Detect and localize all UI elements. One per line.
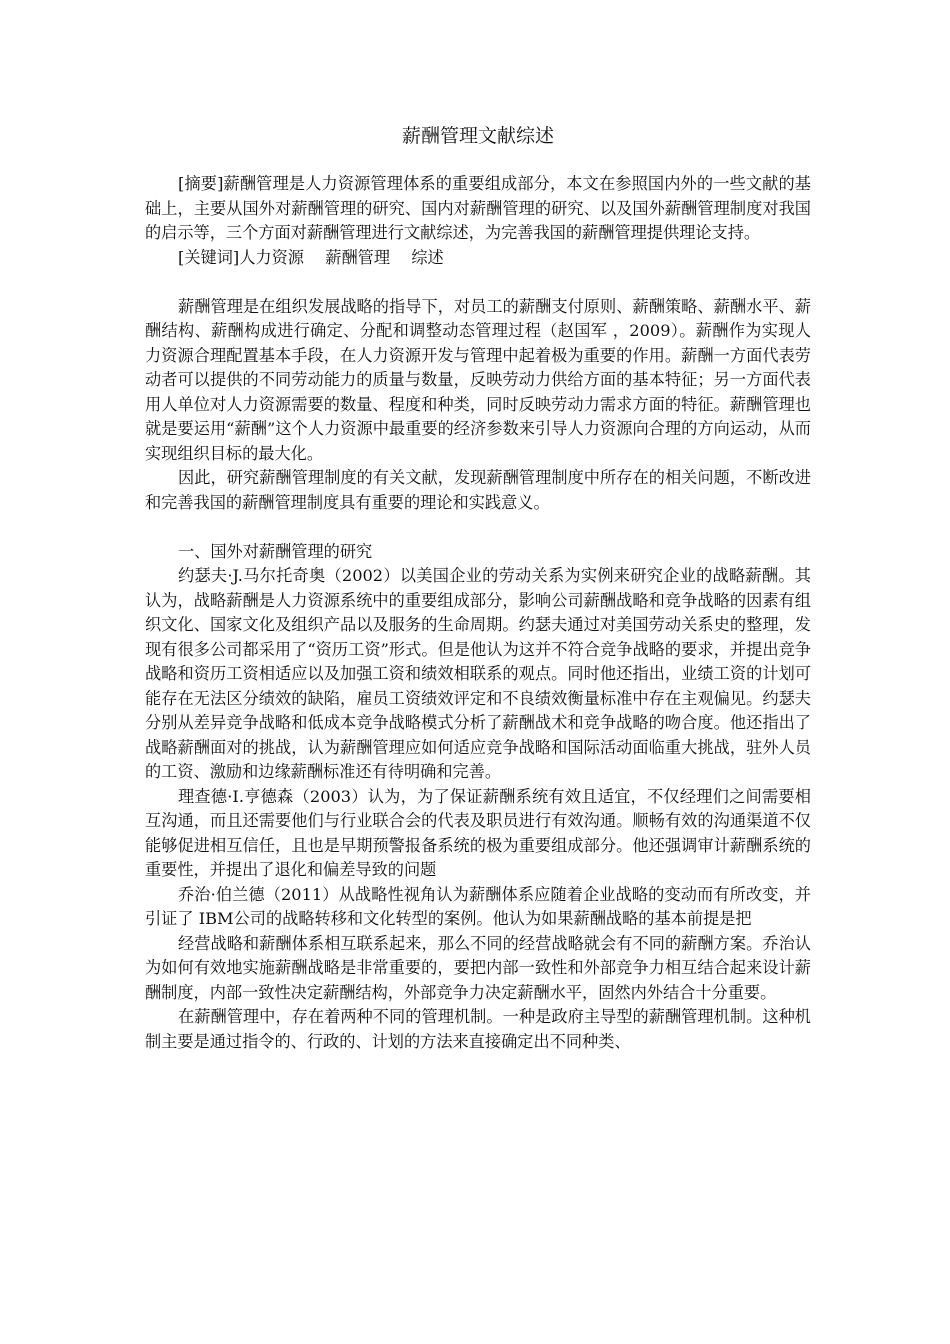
abstract-paragraph: [摘要]薪酬管理是人力资源管理体系的重要组成部分，本文在参照国内外的一些文献的基础上，主要从国外对薪酬管理的研究、国内对薪酬管理的研究、以及国外薪酬管理制度对我国的启示等，三个方面对薪酬管理进行文献综述，为完善我国的薪酬管理提供理论支持。: [145, 174, 811, 242]
intro-paragraph-1: 薪酬管理是在组织发展战略的指导下，对员工的薪酬支付原则、薪酬策略、薪酬水平、薪酬结构、薪酬构成进行确定、分配和调整动态管理过程（赵国军 ，2009）。薪酬作为实现人力资源合理配置基本手段，在人力资源开发与管理中起着极为重要的作用。薪酬一方面代表劳动者可以提供的不同劳动能力的质量与数量，反映劳动力供给方面的基本特征；另一方面代表用人单位对人力资源需要的数量、程度和种类，同时反映劳动力需求方面的特征。薪酬管理也就是要运用“薪酬”这个人力资源中最重要的经济参数来引导人力资源向合理的方向运动，从而实现组织目标的最大化。: [145, 296, 811, 463]
section-paragraph-3: 乔治·伯兰德（2011）从战略性视角认为薪酬体系应随着企业战略的变动而有所改变，并引证了 IBM公司的战略转移和文化转型的案例。他认为如果薪酬战略的基本前提是把: [145, 884, 811, 928]
document-title: 薪酬管理文献综述: [401, 125, 554, 147]
section-heading: 一、国外对薪酬管理的研究: [178, 541, 373, 561]
intro-paragraph-2: 因此，研究薪酬管理制度的有关文献，发现薪酬管理制度中所存在的相关问题，不断改进和完善我国的薪酬管理制度具有重要的理论和实践意义。: [145, 468, 811, 512]
blank-line: [145, 270, 811, 295]
section-paragraph-5: 在薪酬管理中，存在着两种不同的管理机制。一种是政府主导型的薪酬管理机制。这种机制主要是通过指令的、行政的、计划的方法来直接确定出不同种类、: [145, 1007, 811, 1051]
keywords-paragraph: [关键词]人力资源 薪酬管理 综述: [178, 247, 444, 267]
section-paragraph-1: 约瑟夫·J.马尔托奇奥（2002）以美国企业的劳动关系为实例来研究企业的战略薪酬。其认为，战略薪酬是人力资源系统中的重要组成部分，影响公司薪酬战略和竞争战略的因素有组织文化、国家文化及组织产品以及服务的生命周期。约瑟夫通过对美国劳动关系史的整理，发现有很多公司都采用了“资历工资”形式。但是他认为这并不符合竞争战略的要求，并提出竞争战略和资历工资相适应以及加强工资和绩效相联系的观点。同时他还指出，业绩工资的计划可能存在无法区分绩效的缺陷，雇员工资绩效评定和不良绩效衡量标准中存在主观偏见。约瑟夫分别从差异竞争战略和低成本竞争战略模式分析了薪酬战术和竞争战略的吻合度。他还指出了战略薪酬面对的挑战，认为薪酬管理应如何适应竞争战略和国际活动面临重大挑战，驻外人员的工资、激励和边缘薪酬标准还有待明确和完善。: [145, 566, 811, 781]
section-paragraph-2: 理查德·I.亨德森（2003）认为，为了保证薪酬系统有效且适宜，不仅经理们之间需要相互沟通，而且还需要他们与行业联合会的代表及职员进行有效沟通。顺畅有效的沟通渠道不仅能够促进相互信任，且也是早期预警报备系统的极为重要组成部分。他还强调审计薪酬系统的重要性，并提出了退化和偏差导致的问题: [145, 786, 811, 879]
blank-line: [145, 515, 811, 540]
section-paragraph-4: 经营战略和薪酬体系相互联系起来，那么不同的经营战略就会有不同的薪酬方案。乔治认为如何有效地实施薪酬战略是非常重要的，要把内部一致性和外部竞争力相互结合起来设计薪酬制度，内部一致性决定薪酬结构，外部竞争力决定薪酬水平，固然内外结合十分重要。: [145, 933, 811, 1002]
document-page: [145, 120, 811, 1054]
